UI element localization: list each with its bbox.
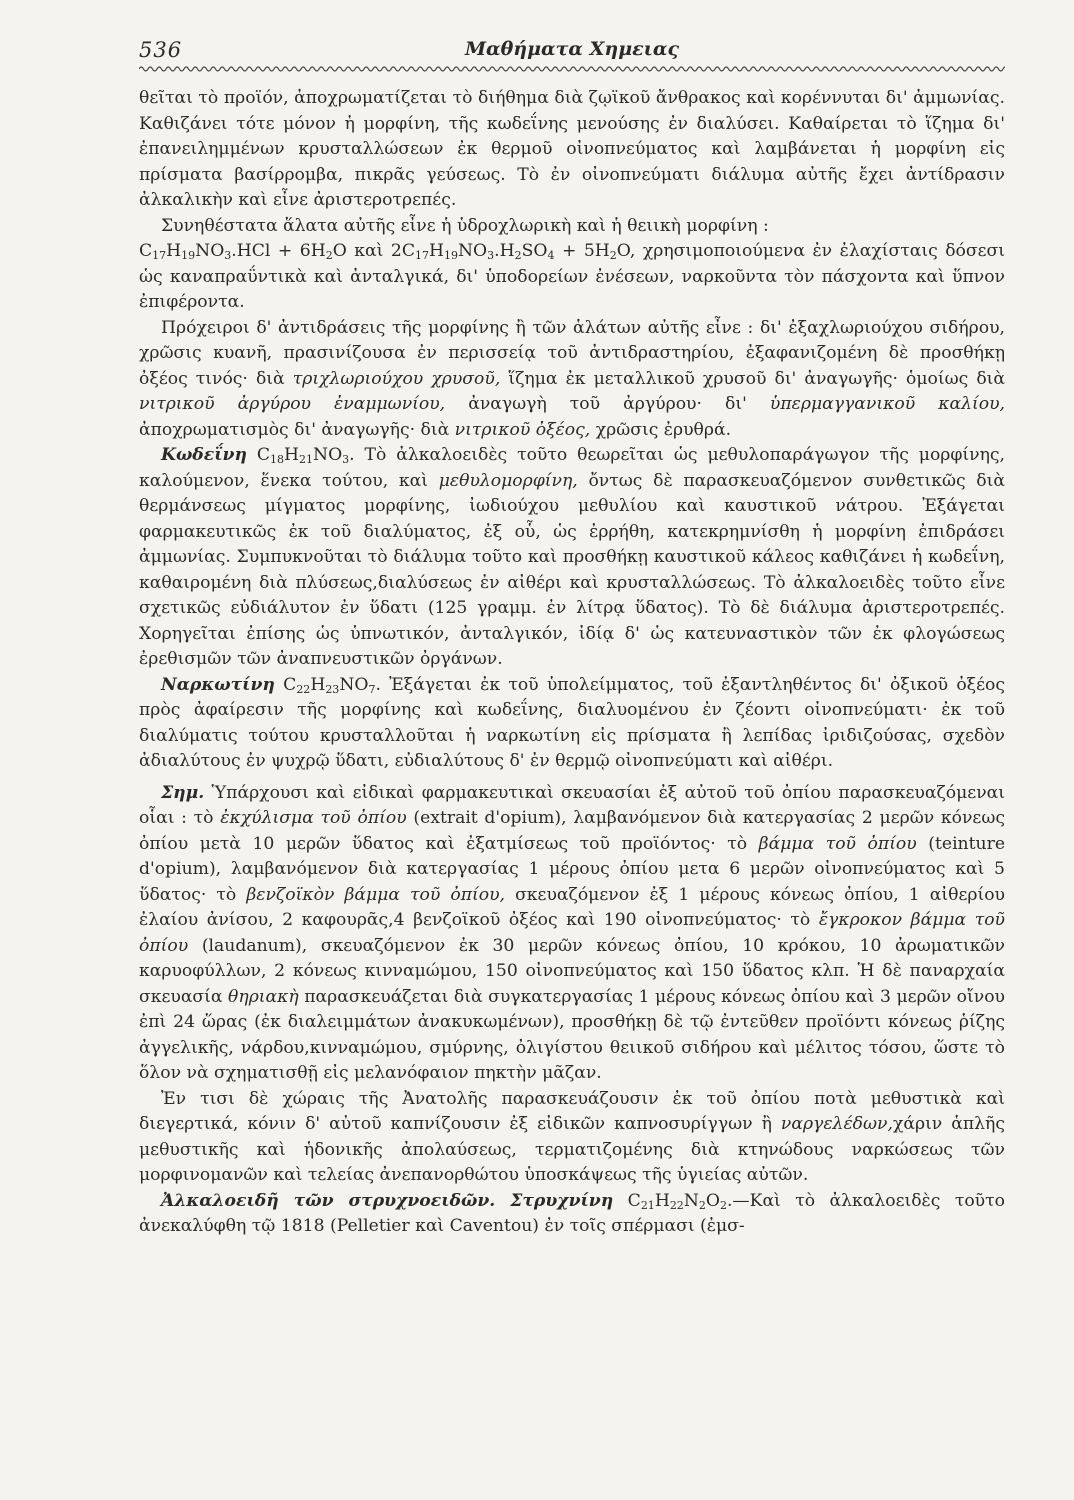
paragraph-morphine-salts: Συνηθέστατα ἅλατα αὐτῆς εἶνε ἡ ὑδροχλωρικὴ καὶ ἡ θειικὴ μορφίνη : $C_{17}H_{19}NO_3.HCl + 6H_2O$ καὶ $2C_{17}H_{19}NO_3.H_2SO_4 + 5H_2O$, χρησιμοποιούμενα ἐν ἐλαχίσταις δόσεσι ὡς καναπραΰντικὰ καὶ ἀνταλγικά, δι' ὑποδορείων ἐνέσεων, ναρκοῦντα τὸν πάσχοντα καὶ ὕπνον ἐπιφέροντα. <box>139 215 1005 312</box>
term-note: Σημ. <box>161 782 205 803</box>
paragraph-morphine-reactions: Πρόχειροι δ' ἀντιδράσεις τῆς μορφίνης ἢ τῶν ἁλάτων αὐτῆς εἶνε : δι' ἐξαχλωριούχου σιδήρου, χρῶσις κυανῆ, πρασινίζουσα ἐν περισσείᾳ τοῦ ἀντιδραστηρίου, ἐξαφανιζομένη δὲ προσθήκῃ ὀξέος τινός· διὰ τριχλωριούχου χρυσοῦ, ἵζημα ἐκ μεταλλικοῦ χρυσοῦ δι' ἀναγωγῆς· ὁμοίως διὰ νιτρικοῦ ἀργύρου ἐναμμωνίου, ἀναγωγὴ τοῦ ἀργύρου· δι' ὑπερμαγγανικοῦ καλίου, ἀποχρωματισμὸς δι' ἀναγωγῆς· διὰ νιτρικοῦ ὀξέος, χρῶσις ἐρυθρά. <box>139 317 1006 440</box>
codeine-formula: $C_{18}H_{21}NO_3$ <box>256 445 350 466</box>
paragraph-strychnine: Ἀλκαλοειδῆ τῶν στρυχνοειδῶν. Στρυχνίνη $C_{21}H_{22}N_2O_2.—K\alpha ὶ$ τὸ ἀλκαλοειδὲς τοῦτο ἀνεκαλύφθη τῷ 1818 (Pelletier καὶ Caventou) ἐν τοῖς σπέρμασι (ἐμσ- <box>139 1190 1005 1236</box>
term-narcotine: Ναρκωτίνη <box>161 674 275 695</box>
running-title: Μαθήματα Χημειας <box>464 38 680 60</box>
narcotine-formula: $C_{22}H_{23}NO_7$ <box>283 674 376 696</box>
page-number: 536 <box>139 38 183 62</box>
paragraph-note-preparations: Σημ. Ὑπάρχουσι καὶ εἰδικαὶ φαρμακευτικαὶ σκευασίαι ἐξ αὐτοῦ τοῦ ὀπίου παρασκευαζόμεναι οἷαι : τὸ ἐκχύλισμα τοῦ ὀπίου (extrait d'opium), λαμβανόμενον διὰ κατεργασίας 2 μερῶν κόνεως ὀπίου μετὰ 10 μερῶν ὕδατος καὶ ἐξατμίσεως τοῦ προϊόντος· τὸ βάμμα τοῦ ὀπίου (teinture d'opium), λαμβανόμενον διὰ κατεργασίας 1 μέρους ὀπίου μετα 6 μερῶν οἰνοπνεύματος καὶ 5 ὕδατος· τὸ βενζοϊκὸν βάμμα τοῦ ὀπίου, σκευαζόμενον ἐξ 1 μέρους κόνεως ὀπίου, 1 αἰθερίου ἐλαίου ἀνίσου, 2 καφουρᾶς,4 βενζοϊκοῦ ὀξέος καὶ 190 οἰνοπνεύματος· τὸ ἔγκροκον βάμμα τοῦ ὀπίου (laudanum), σκευαζόμενον ἐκ 30 μερῶν κόνεως ὀπίου, 10 κρόκου, 10 ἀρωματικῶν καρυοφύλλων, 2 κόνεως κινναμώμου, 150 οἰνοπνεύματος καὶ 150 ὕδατος κλπ. Ἡ δὲ παναρχαία σκευασία θηριακὴ παρασκευάζεται διὰ συγκατεργασίας 1 μέρους κόνεως ὀπίου καὶ 3 μερῶν οἴνου ἐπὶ 24 ὥρας (ἐκ διαλειμμάτων ἀνακυκωμένων), προσθήκῃ δὲ τῷ ἐντεῦθεν προϊόντι κόνεως ῥίζης ἀγγελικῆς, νάρδου,κινναμώμου, σμύρνης, ὀλιγίστου θειικοῦ σιδήρου καὶ μέλιτος τόσου, ὥστε τὸ ὅλον νὰ σχηματισθῇ εἰς μελανόφαιον πηκτὴν μᾶζαν. <box>139 782 1006 1083</box>
term-codeine: Κωδεΐνη <box>161 445 247 465</box>
paragraph-narcotine: Ναρκωτίνη $C_{22}H_{23}NO_7$. Ἐξάγεται ἐκ τοῦ ὑπολείμματος, τοῦ ἐξαντληθέντος δι' ὀξικοῦ ὀξέος πρὸς ἀφαίρεσιν τῆς μορφίνης καὶ κωδεΐνης, διαλυομένου ἐν ζέοντι οἰνοπνεύματι· ἐκ τοῦ διαλύματις τούτου κρυσταλλοῦται ἡ ναρκωτίνη εἰς πρίσματα ἢ λεπίδας ἰριδιζούσας, σχεδὸν ἀδιαλύτους ἐν ψυχρῷ ὕδατι, εὐδιαλύτους δ' ἐν θερμῷ οἰνοπνεύματι καὶ αἰθέρι. <box>139 674 1006 771</box>
wavy-header-rule <box>139 64 1005 74</box>
paragraph-opium-smoking: Ἐν τισι δὲ χώραις τῆς Ἀνατολῆς παρασκευάζουσιν ἐκ τοῦ ὀπίου ποτὰ μεθυστικὰ καὶ διεγερτικά, κόνιν δ' αὐτοῦ καπνίζουσιν ἐξ εἰδικῶν καπνοσυρίγγων ἢ ναργελέδων,χάριν ἁπλῆς μεθυστικῆς καὶ ἡδονικῆς ἀπολαύσεως, τερματιζομένης διὰ κτηνώδους ναρκώσεως τῶν μορφινομανῶν καὶ τελείας ἀνεπανορθώτου ὑποσκάψεως τῆς ὑγιείας αὐτῶν. <box>139 1088 1005 1185</box>
page-body <box>139 86 1005 1240</box>
term-strychnine: Ἀλκαλοειδῆ τῶν στρυχνοειδῶν. Στρυχνίνη <box>161 1190 614 1211</box>
strychnine-formula: $C_{21}H_{22}N_2O_2$ <box>627 1190 727 1212</box>
paragraph-codeine: Κωδεΐνη $C_{18}H_{21}NO_3$. Τὸ ἀλκαλοειδὲς τοῦτο θεωρεῖται ὡς μεθυλοπαράγωγον τῆς μορφίνης, καλούμενον, ἕνεκα τούτου, καὶ μεθυλομορφίνη, ὄντως δὲ παρασκευαζόμενον συνθετικῶς διὰ θερμάνσεως μίγματος μορφίνης, ἰωδιούχου μεθυλίου καὶ καυστικοῦ νάτρου. Ἐξάγεται φαρμακευτικῶς ἐκ τοῦ διαλύματος, ἐξ οὗ, ὡς ἐρρήθη, κατεκρημνίσθη ἡ μορφίνη ἐπιδράσει ἀμμωνίας. Συμπυκνοῦται τὸ διάλυμα τοῦτο καὶ προσθήκῃ καυστικοῦ κάλεος καθιζάνει ἡ κωδεΐνη, καθαιρομένη διὰ πλύσεως,διαλύσεως ἐν αἰθέρι καὶ κρυσταλλώσεως. Τὸ ἀλκαλοειδὲς τοῦτο εἶνε σχετικῶς εὐδιάλυτον ἐν ὕδατι (125 γραμμ. ἐν λίτρᾳ ὕδατος). Τὸ δὲ διάλυμα ἀριστεροτρεπές. Χορηγεῖται ἐπίσης ὡς ὑπνωτικόν, ἀνταλγικόν, ἰδίᾳ δ' ὡς κατευναστικὸν τῶν ἐκ φλογώσεως ἐρεθισμῶν τῶν ἀναπνευστικῶν ὀργάνων. <box>139 445 1005 669</box>
paragraph-morphine-prep: θεῖται τὸ προϊόν, ἀποχρωματίζεται τὸ διήθημα διὰ ζῳϊκοῦ ἄνθρακος καὶ κορέννυται δι' ἀμμωνίας. Καθιζάνει τότε μόνον ἡ μορφίνη, τῆς κωδεΐνης μενούσης ἐν διαλύσει. Καθαίρεται τὸ ἵζημα δι' ἐπανειλημμένων κρυσταλλώσεων ἐκ θερμοῦ οἰνοπνεύματος καὶ λαμβάνεται ἡ μορφίνη εἰς πρίσματα βασίρρομβα, πικρᾶς γεύσεως. Τὸ ἐν οἰνοπνεύματι διάλυμα αὐτῆς ἔχει ἀντίδρασιν ἀλκαλικὴν καὶ εἶνε ἀριστεροτρεπές. <box>139 88 1005 210</box>
salts-formula: $C_{17}H_{19}NO_3.HCl + 6H_2O$ καὶ $2C_{17}H_{19}NO_3.H_2SO_4 + 5H_2O$, <box>139 241 636 262</box>
